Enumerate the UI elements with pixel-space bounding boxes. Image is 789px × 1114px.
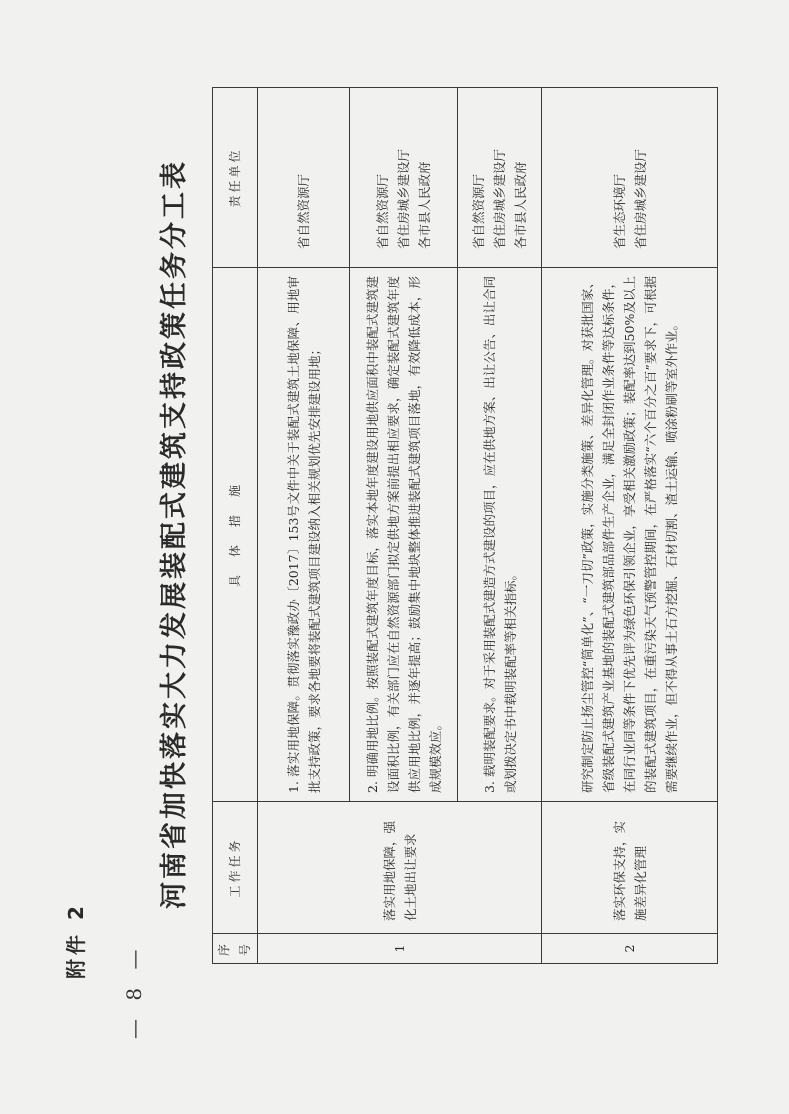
row-index: 2 [542,934,718,964]
row-measure: 1. 落实用地保障。贯彻落实豫政办〔2017〕153号文件中关于装配式建筑土地保障、用地审批支持政策，要求各地要将装配式建筑项目建设纳入相关规划优先安排建设用地； [258,268,350,802]
row-task: 落实环保支持，实施差异化管理 [542,802,718,934]
row-unit [350,88,458,268]
row-task: 落实用地保障，强化土地出让要求 [258,802,542,934]
table-header-row [213,88,258,964]
unit-name: 省住房城乡建设厅 [492,148,507,249]
page-number: — 8 — [122,943,146,1039]
unit-name: 省生态环境厅 [611,173,627,249]
row-unit [458,88,542,268]
unit-name: 省自然资源厅 [471,173,486,249]
row-unit [542,88,718,268]
document-title: 河南省加快落实大力发展装配式建筑支持政策任务分工表 [159,159,190,909]
table-row [542,88,718,964]
header-task: 工作任务 [213,802,258,934]
row-measure: 3. 载明装配要求。对于采用装配式建造方式建设的项目，应在供地方案、出让公告、出让合同或划拨决定书中载明装配率等相关指标。 [458,268,542,802]
header-index: 序号 [213,934,258,964]
row-unit [258,88,350,268]
header-unit: 责任单位 [213,88,258,268]
row-measure: 研究制定防止扬尘管控“简单化”、“一刀切”政策，实施分类施策、差异化管理。对获批国家、省级装配式建筑产业基地的装配式建筑部品部件生产企业，满足全封闭作业条件等达标条件，在同行业同等条件下优先评为绿色环保引领企业，享受相关激励政策；装配率达到50%及以上的装配式建筑项目，在重污染天气预警管控期间，在严格落实“六个百分之百”要求下，可根据需要继续作业，但不得从事土石方挖掘、石材切割、渣土运输、喷涂粉刷等室外作业。 [542,268,718,802]
attachment-label: 附件 2 [64,902,88,979]
task-table [212,87,718,964]
unit-name: 省住房城乡建设厅 [632,148,648,249]
unit-name: 省自然资源厅 [375,173,390,249]
row-index: 1 [258,934,542,964]
unit-name: 省自然资源厅 [296,173,311,249]
unit-name: 各市县人民政府 [513,161,528,249]
unit-name: 省住房城乡建设厅 [396,148,411,249]
table-row [258,88,350,964]
row-measure: 2. 明确用地比例。按照装配式建筑年度目标，落实本地年度建设用地供应面积中装配式建筑建设面积比例，有关部门应在自然资源部门拟定供地方案前提出相应要求，确定装配式建筑年度供应用地比例，并逐年提高；鼓励集中地块整体推进装配式建筑项目落地，有效降低成本，形成规模效应。 [350,268,458,802]
header-measures: 具 体 措 施 [213,268,258,802]
unit-name: 各市县人民政府 [417,161,432,249]
